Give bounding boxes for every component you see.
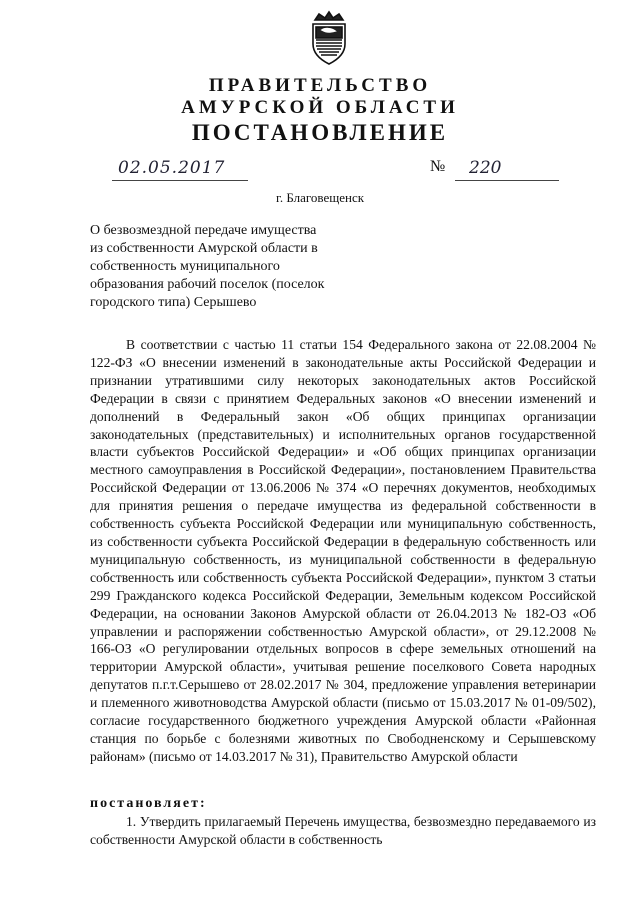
handwritten-date: 02.05.2017 [118,158,226,178]
resolves-heading: постановляет: [90,796,207,811]
number-label: № [430,158,446,175]
city-line: г. Благовещенск [275,190,365,205]
government-title: ПРАВИТЕЛЬСТВО [208,75,432,96]
coat-of-arms-emblem [305,10,353,66]
date-field [112,158,248,181]
clause-1: 1. Утвердить прилагаемый Перечень имущества, безвозмездно передаваемого из собственности Амурской области в собственность [90,814,596,847]
document-subject: О безвозмездной передаче имущества из собственности Амурской области в собственность муниципального образования рабочий поселок (поселок городского типа) Серышево [90,223,325,310]
preamble-paragraph: В соответствии с частью 11 статьи 154 Федерального закона от 22.08.2004 № 122-ФЗ «О внесении изменений в законодательные акты Российской Федерации и признании утратившими силу некоторых законодательных актов Российской Федерации в связи с принятием Федеральных законов «О внесении изменений и дополнений в Федеральный закон «Об общих принципах организации законодательных (представительных) и исполнительных органов государственной власти субъектов Российской Федерации» и «Об общих принципах организации местного самоуправления в Российской Федерации», постановлением Правительства Российской Федерации от 13.06.2006 № 374 «О перечнях документов, необходимых для принятия решения о передаче имущества из федеральной собственности в собственность субъекта Российской Федерации или муниципальную собственность, из собственности субъекта Российской Федерации в федеральную собственность или муниципальную собственность, из муниципальной собственности в федеральную собственность или собственность субъекта Российской Федерации», пунктом 3 статьи 299 Гражданского кодекса Российской Федерации, Земельным кодексом Российской Федерации, на основании Законов Амурской области от 26.04.2013 № 182-ОЗ «Об управлении и распоряжении собственностью Амурской области», от 29.12.2008 № 166-ОЗ «О регулировании отдельных вопросов в сфере земельных отношений на территории Амурской области», учитывая решение поселкового Совета народных депутатов п.г.т.Серышево от 28.02.2017 № 304, предложение управления ветеринарии и племенного животноводства Амурской области (письмо от 15.03.2017 № 01-09/502), согласие государственного бюджетного учреждения Амурской области «Районная станция по борьбе с болезнями животных по Свободненскому и Серышевскому районам» (письмо от 14.03.2017 № 31), Правительство Амурской области [90,337,596,764]
number-field [455,158,559,181]
handwritten-number: 220 [469,158,502,178]
region-title: АМУРСКОЙ ОБЛАСТИ [181,97,459,118]
document-type-title: ПОСТАНОВЛЕНИЕ [191,120,449,145]
